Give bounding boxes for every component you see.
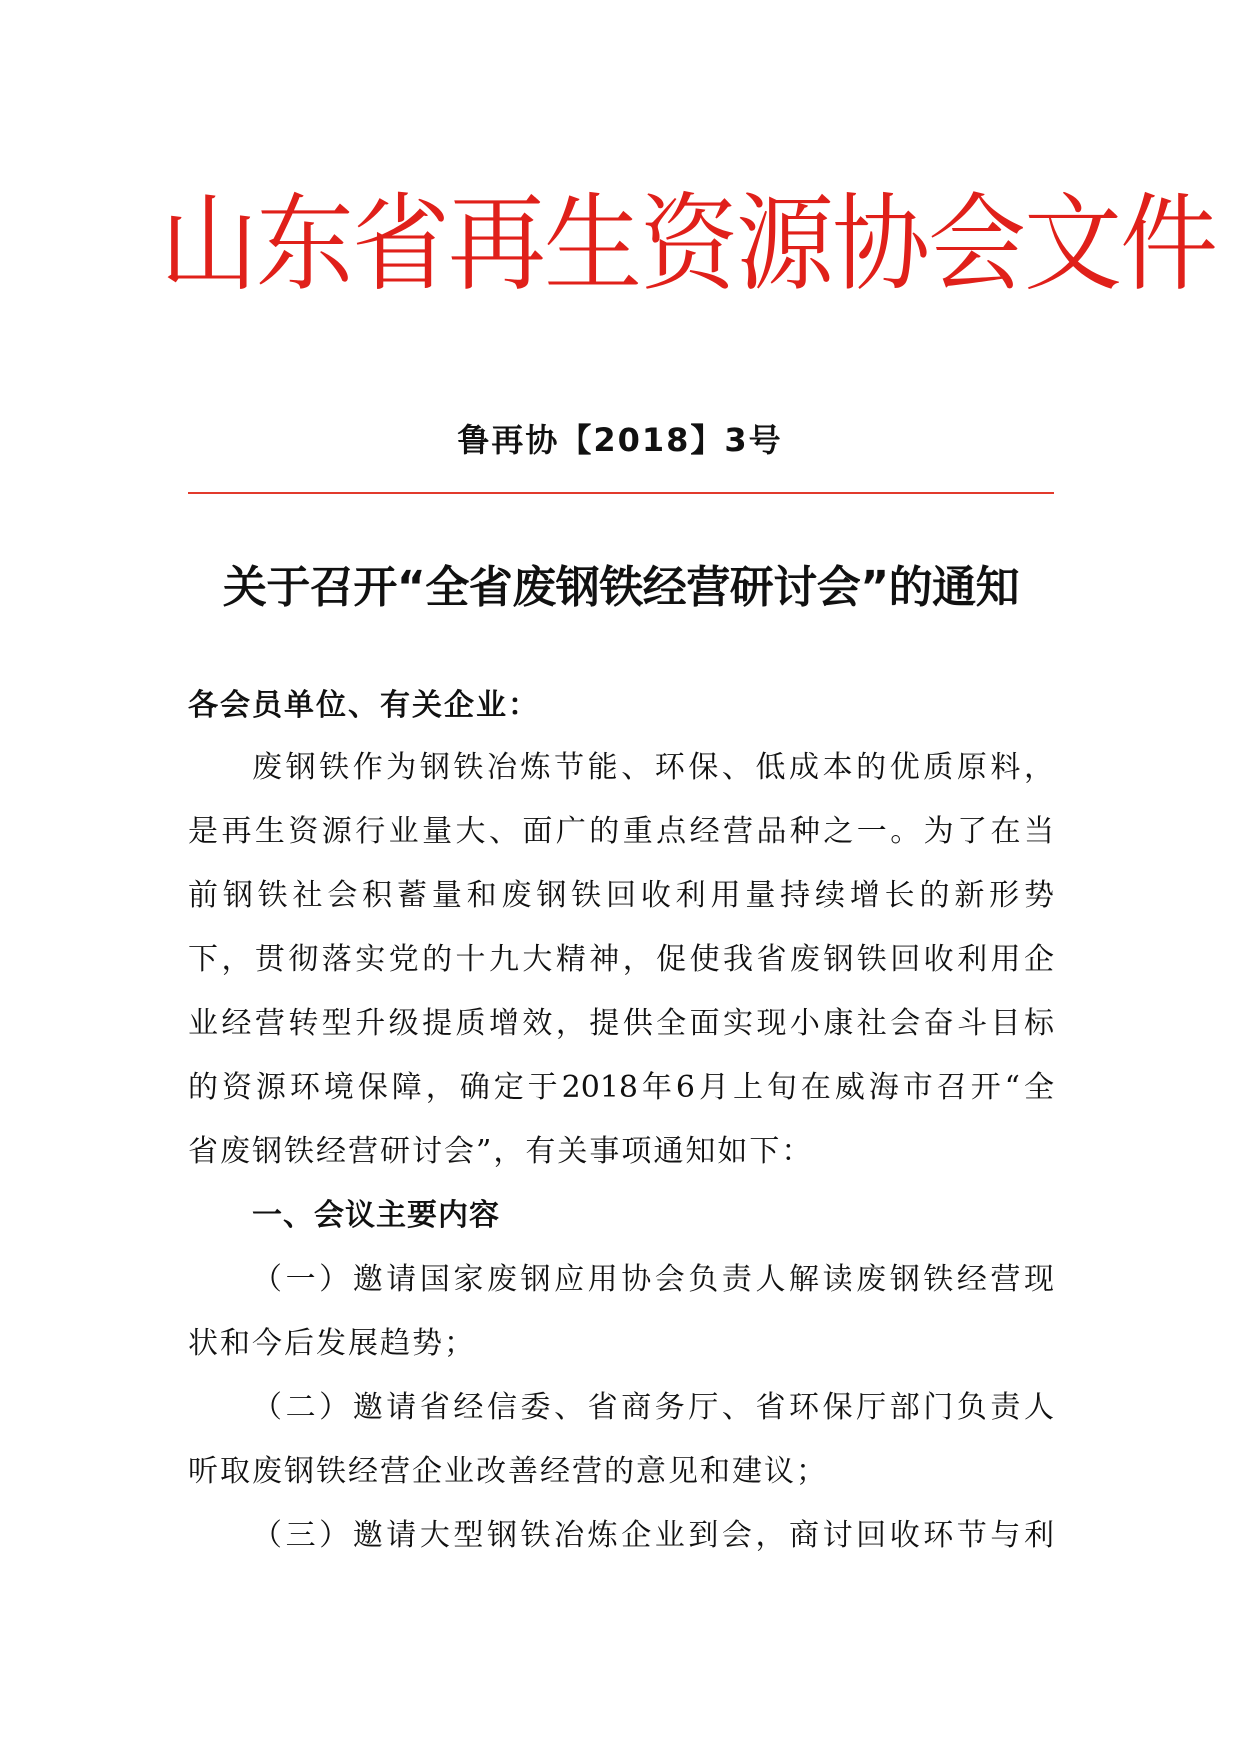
body-line: 省废钢铁经营研讨会”，有关事项通知如下： xyxy=(188,1134,814,1169)
document-number: 鲁再协【2018】3号 xyxy=(457,421,783,459)
red-divider-line xyxy=(188,492,1054,494)
section-heading: 一、会议主要内容 xyxy=(252,1198,500,1233)
body-line: 是再生资源行业量大、面广的重点经营品种之一。为了在当 xyxy=(188,814,1054,849)
list-item-continuation: 状和今后发展趋势； xyxy=(188,1326,476,1361)
salutation: 各会员单位、有关企业： xyxy=(188,688,540,723)
masthead-title: 山东省再生资源协会文件 xyxy=(160,183,1217,307)
notice-title: 关于召开“全省废钢铁经营研讨会”的通知 xyxy=(222,562,1020,613)
list-item: （三）邀请大型钢铁冶炼企业到会，商讨回收环节与利 xyxy=(252,1518,1054,1553)
body-line: 的资源环境保障，确定于2018年6月上旬在威海市召开“全 xyxy=(188,1070,1054,1105)
body-text xyxy=(188,736,1054,1568)
list-item: （二）邀请省经信委、省商务厅、省环保厅部门负责人 xyxy=(252,1390,1054,1425)
list-item-continuation: 听取废钢铁经营企业改善经营的意见和建议； xyxy=(188,1454,828,1489)
body-line: 前钢铁社会积蓄量和废钢铁回收利用量持续增长的新形势 xyxy=(188,878,1054,913)
body-line: 废钢铁作为钢铁冶炼节能、环保、低成本的优质原料， xyxy=(252,750,1054,785)
body-line: 下，贯彻落实党的十九大精神，促使我省废钢铁回收利用企 xyxy=(188,942,1054,977)
list-item: （一）邀请国家废钢应用协会负责人解读废钢铁经营现 xyxy=(252,1262,1054,1297)
body-line: 业经营转型升级提质增效，提供全面实现小康社会奋斗目标 xyxy=(188,1006,1054,1041)
